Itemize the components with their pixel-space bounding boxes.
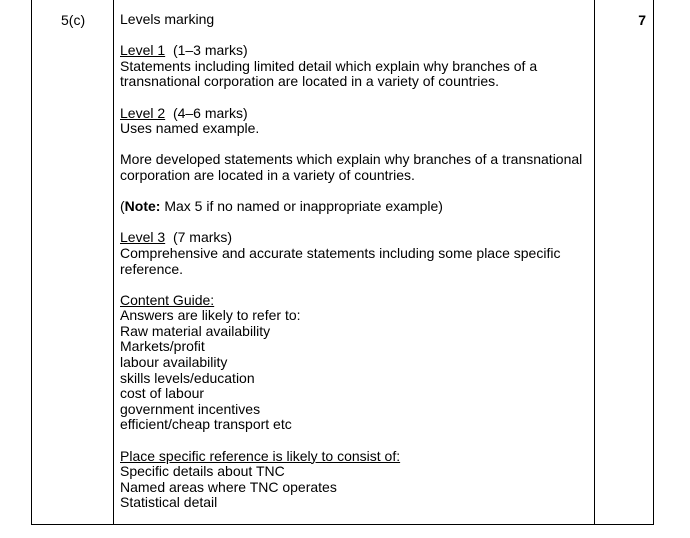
content-guide-title: Content Guide: — [120, 291, 215, 308]
list-item: skills levels/education — [120, 369, 255, 386]
level-2-range: (4–6 marks) — [172, 104, 248, 121]
list-item: government incentives — [120, 400, 261, 417]
list-item: Markets/profit — [120, 338, 205, 355]
column-divider — [113, 0, 114, 524]
answer-content — [120, 12, 590, 511]
level-3-range: (7 marks) — [172, 229, 233, 246]
level-1-header — [120, 43, 590, 59]
level-3-title: Level 3 — [120, 229, 166, 246]
list-item: Raw material availability — [120, 322, 271, 339]
list-item: cost of labour — [120, 385, 205, 402]
list-item: Statistical detail — [120, 494, 218, 511]
level-2-description: More developed statements which explain why branches of a transnational corporation are located in a variety of countries. — [120, 151, 583, 183]
level-1-description: Statements including limited detail which explain why branches of a transnational corporation are located in a variety of countries. — [120, 57, 538, 90]
content-guide-intro: Answers are likely to refer to: — [120, 307, 301, 324]
level-2-title: Level 2 — [120, 104, 166, 121]
total-marks: 7 — [638, 12, 646, 28]
question-number: 5(c) — [61, 12, 86, 28]
level-3-description: Comprehensive and accurate statements including some place specific reference. — [120, 244, 561, 277]
note-text: Max 5 if no named or inappropriate example) — [160, 198, 443, 215]
level-2-requirement: Uses named example. — [120, 120, 260, 137]
level-1-title: Level 1 — [120, 42, 166, 59]
level-3-header — [120, 230, 590, 246]
note-label: Note: — [124, 198, 161, 215]
list-item: efficient/cheap transport etc — [120, 416, 292, 433]
column-divider — [594, 0, 595, 524]
levels-heading: Levels marking — [120, 11, 215, 27]
list-item: Specific details about TNC — [120, 463, 285, 480]
level-2-note: (Note: Max 5 if no named or inappropriate example) — [120, 198, 443, 215]
list-item: Named areas where TNC operates — [120, 478, 337, 495]
mark-scheme-table — [31, 0, 654, 525]
level-1-range: (1–3 marks) — [172, 42, 248, 59]
level-2-header — [120, 106, 590, 122]
list-item: labour availability — [120, 354, 228, 371]
place-specific-title: Place specific reference is likely to consist of: — [120, 447, 401, 464]
